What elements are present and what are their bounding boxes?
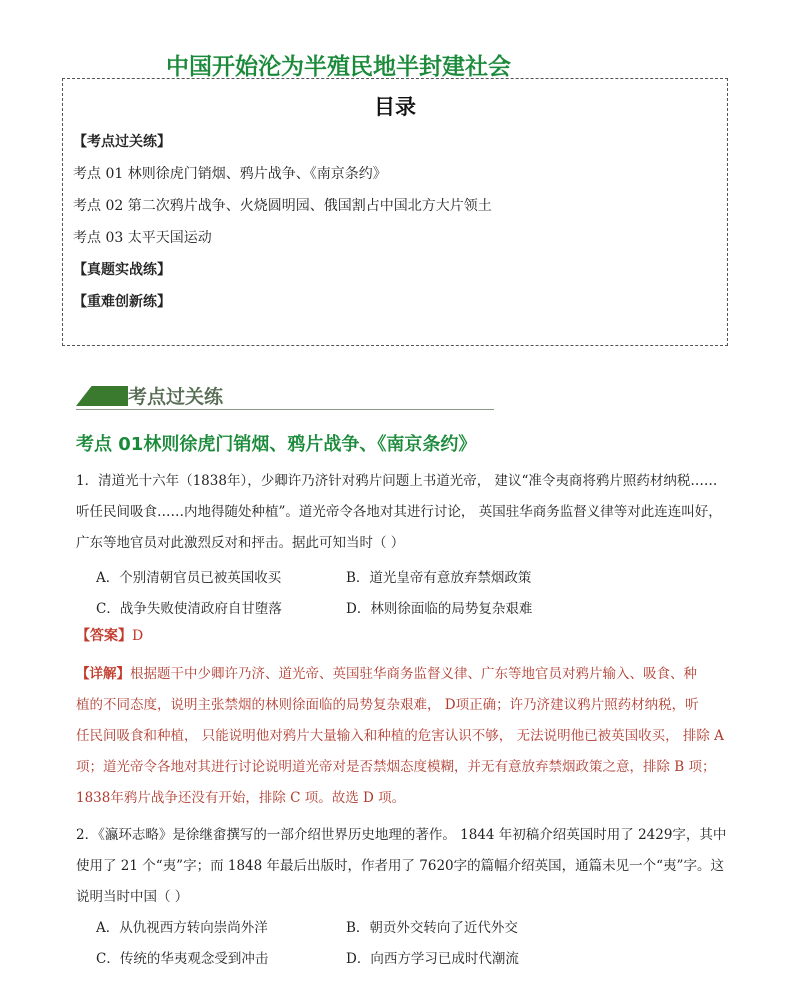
q2-option-b[interactable]: B．朝贡外交转向了近代外交 (346, 920, 518, 936)
q2-option-c[interactable]: C．传统的华夷观念受到冲击 (96, 951, 269, 967)
explain-tag: 【详解】 (76, 666, 130, 682)
toc-item-point-03[interactable]: 考点 03 太平天国运动 (73, 230, 212, 246)
answer-tag: 【答案】 (76, 628, 132, 644)
answer-value: D (132, 628, 144, 644)
q1-option-d[interactable]: D．林则徐面临的局势复杂艰难 (346, 601, 533, 617)
section-banner (76, 382, 494, 412)
q1-explain-line-2: 植的不同态度，说明主张禁烟的林则徐面临的局势复杂艰难， D项正确；许乃济建议鸦片照药材纳税，听 (76, 697, 699, 713)
toc-item-real-exam[interactable]: 【真题实战练】 (73, 262, 171, 278)
q2-text-line-2: 使用了 21 个“夷”字；而 1848 年最后出版时，作者用了 7620字的篇幅介绍英国，通篇未见一个“夷”字。这 (76, 858, 724, 874)
q1-explain-line-5: 1838年鸦片战争还没有开始，排除 C 项。故选 D 项。 (76, 790, 406, 806)
document-title: 中国开始沦为半殖民地半封建社会 (166, 54, 511, 80)
toc-item-innovation[interactable]: 【重难创新练】 (73, 294, 171, 310)
q1-option-a[interactable]: A．个别清朝官员已被英国收买 (96, 570, 282, 586)
q1-explain-line-4: 项；道光帝令各地对其进行讨论说明道光帝对是否禁烟态度模糊，并无有意放弃禁烟政策之意，排除 B 项； (76, 759, 716, 775)
q1-text-line-2: 听任民间吸食……内地得随处种植”。道光帝令各地对其进行讨论， 英国驻华商务监督义律等对此连连叫好， (76, 504, 722, 520)
q2-text-line-3: 说明当时中国（ ） (76, 889, 189, 905)
q1-answer (76, 625, 143, 645)
banner-decoration (76, 386, 128, 406)
toc-item-practice[interactable]: 【考点过关练】 (73, 134, 171, 150)
toc-heading: 目录 (374, 95, 416, 119)
q2-option-d[interactable]: D．向西方学习已成时代潮流 (346, 951, 519, 967)
table-of-contents (62, 78, 728, 346)
q1-option-b[interactable]: B．道光皇帝有意放弃禁烟政策 (346, 570, 532, 586)
q1-text-line-1: 1．清道光十六年（1838年），少卿许乃济针对鸦片问题上书道光帝， 建议“准令夷商将鸦片照药材纳税…… (76, 473, 718, 489)
section-banner-label: 考点过关练 (128, 386, 224, 408)
banner-underline (76, 409, 494, 410)
toc-item-point-01[interactable]: 考点 01 林则徐虎门销烟、鸦片战争、《南京条约》 (73, 166, 387, 182)
q1-option-c[interactable]: C．战争失败使清政府自甘堕落 (96, 601, 282, 617)
q1-explain-line-1 (76, 662, 697, 682)
q1-text-line-3: 广东等地官员对此激烈反对和抨击。据此可知当时（ ） (76, 535, 405, 551)
q2-option-a[interactable]: A．从仇视西方转向崇尚外洋 (96, 920, 268, 936)
toc-item-point-02[interactable]: 考点 02 第二次鸦片战争、火烧圆明园、俄国割占中国北方大片领土 (73, 198, 492, 214)
explain-text: 根据题干中少卿许乃济、道光帝、英国驻华商务监督义律、广东等地官员对鸦片输入、吸食、种 (130, 666, 697, 682)
point-title: 考点 01林则徐虎门销烟、鸦片战争、《南京条约》 (76, 434, 477, 455)
q2-text-line-1: 2．《瀛环志略》是徐继畬撰写的一部介绍世界历史地理的著作。 1844 年初稿介绍英国时用了 2429字，其中 (76, 827, 727, 843)
q1-explain-line-3: 任民间吸食和种植， 只能说明他对鸦片大量输入和种植的危害认识不够， 无法说明他已被英国收买， 排除 A (76, 728, 724, 744)
